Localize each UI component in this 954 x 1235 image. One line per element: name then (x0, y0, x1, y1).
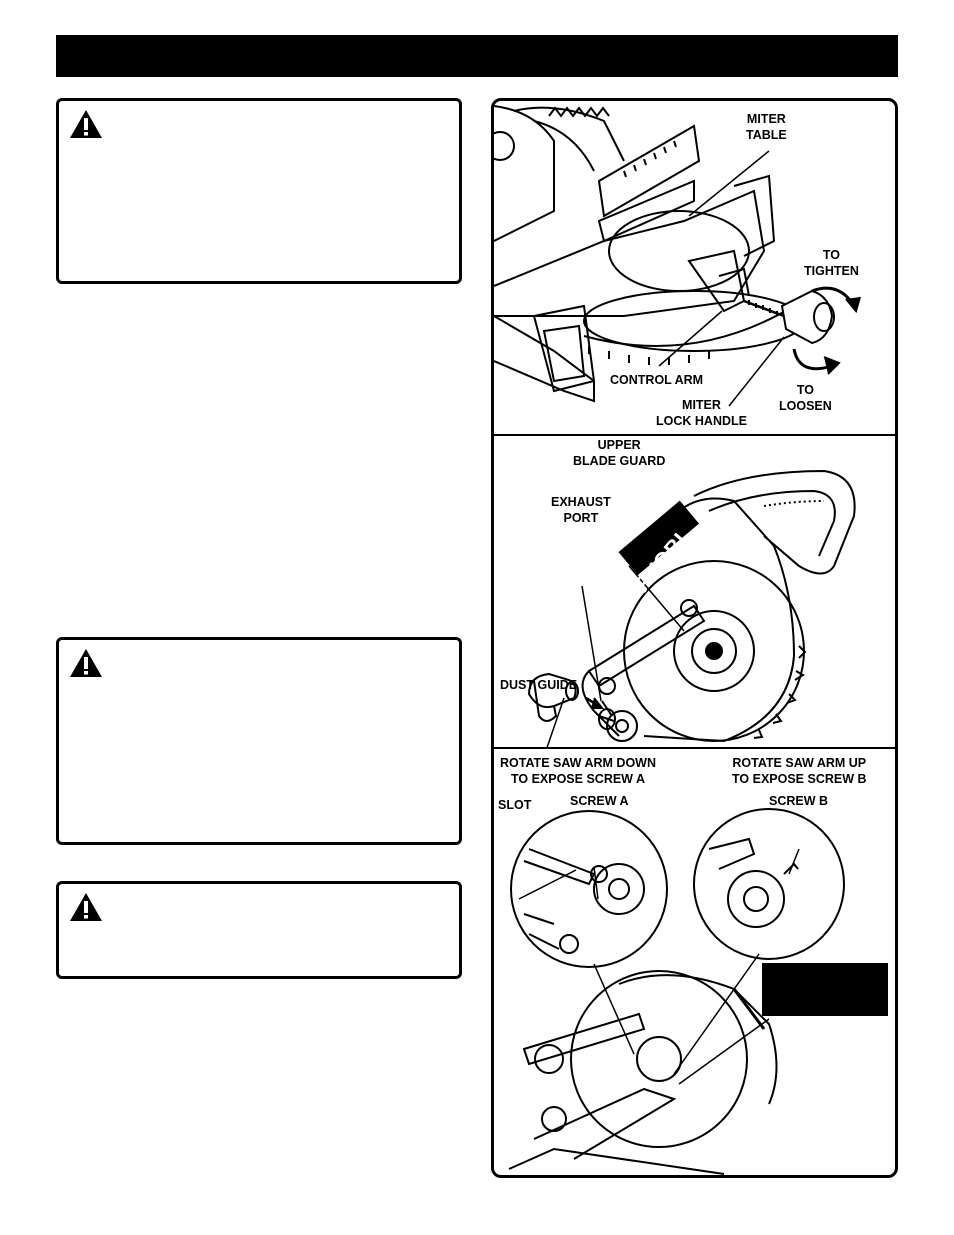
label-to-tighten: TO TIGHTEN (804, 248, 859, 278)
label-slot: SLOT (498, 798, 532, 812)
ryobi-logo: RYOBI (628, 528, 693, 598)
label-dust-guide: DUST GUIDE (500, 678, 578, 692)
label-exhaust-port: EXHAUST PORT (551, 495, 611, 525)
label-rotate-up: ROTATE SAW ARM UP TO EXPOSE SCREW B (732, 756, 867, 786)
label-upper-blade-guard: UPPER BLADE GUARD (573, 438, 666, 468)
blade-guard-illustration (494, 436, 895, 748)
warning-triangle-icon (69, 892, 103, 922)
page-header-bar (56, 35, 898, 77)
label-rotate-down: ROTATE SAW ARM DOWN TO EXPOSE SCREW A (500, 756, 656, 786)
label-control-arm: CONTROL ARM (610, 373, 704, 387)
label-screw-b: SCREW B (769, 794, 829, 808)
warning-box-3 (56, 881, 462, 979)
label-to-loosen: TO LOOSEN (779, 383, 832, 413)
warning-box-1 (56, 98, 462, 284)
label-screw-a: SCREW A (570, 794, 629, 808)
warning-triangle-icon (69, 109, 103, 139)
figure-panel (491, 98, 898, 1178)
figure-number-tag (762, 963, 888, 1016)
label-miter-lock-handle: MITER LOCK HANDLE (656, 398, 747, 428)
warning-box-2 (56, 637, 462, 845)
warning-triangle-icon (69, 648, 103, 678)
label-miter-table: MITER TABLE (746, 112, 787, 142)
